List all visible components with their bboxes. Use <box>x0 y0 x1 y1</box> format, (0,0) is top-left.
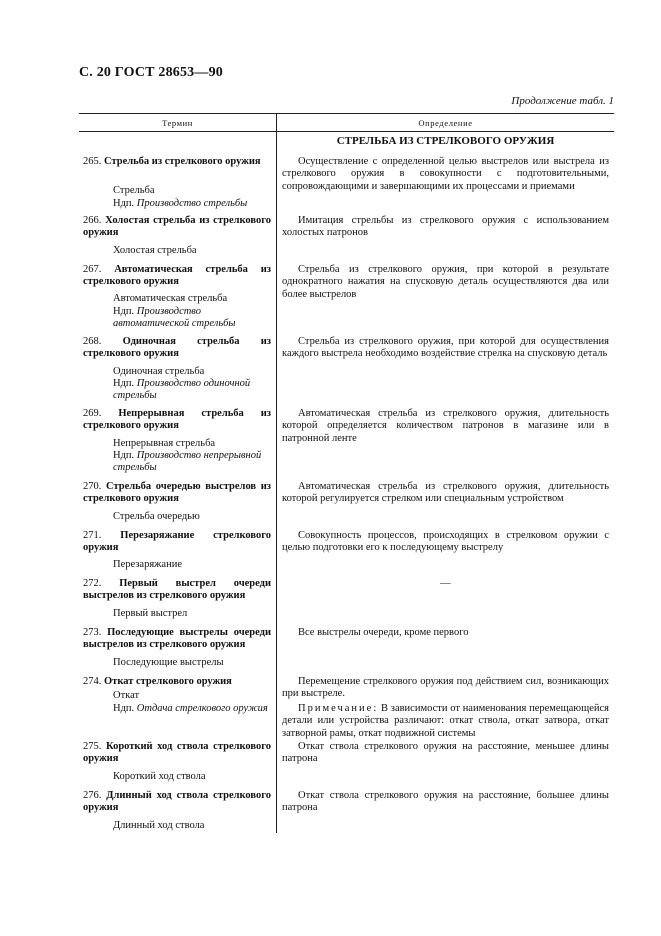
synonym-273: Последующие выстрелы <box>113 657 224 668</box>
term-273: 273. Последующие выстрелы очереди выстрелов из стрелкового оружия <box>83 627 271 651</box>
column-header-term: Термин <box>162 118 193 128</box>
synonym-269: Непрерывная стрельба <box>113 438 216 449</box>
term-267: 267. Автоматическая стрельба из стрелкового оружия <box>83 264 271 288</box>
synonym-272: Первый выстрел <box>113 608 188 619</box>
definition-270: Автоматическая стрельба из стрелкового оружия, длительность которой регулируется стрелком или специальным устройством <box>282 481 609 505</box>
term-275: 275. Короткий ход ствола стрелкового оружия <box>83 741 271 765</box>
table-continuation-label: Продолжение табл. 1 <box>511 95 614 107</box>
synonym-274: Откат <box>113 690 140 701</box>
deprecated-274: Ндп. Отдача стрелкового оружия <box>113 703 268 714</box>
term-265: 265. Стрельба из стрелкового оружия <box>83 156 261 167</box>
section-title: СТРЕЛЬБА ИЗ СТРЕЛКОВОГО ОРУЖИЯ <box>336 135 555 147</box>
term-266: 266. Холостая стрельба из стрелкового оружия <box>83 215 272 239</box>
synonym-268: Одиночная стрельба <box>113 366 205 377</box>
page-title: С. 20 ГОСТ 28653—90 <box>79 65 223 80</box>
synonym-271: Перезаряжание <box>113 559 182 570</box>
term-274: 274. Откат стрелкового оружия <box>83 676 232 687</box>
note-274: Примечание: В зависимости от наименования перемещающейся детали или устройства различают: откат ствола, откат затвора, откат затворной рамы, откат подвижной системы <box>282 703 610 739</box>
deprecated-265: Ндп. Производство стрельбы <box>113 198 248 209</box>
term-271: 271. Перезаряжание стрелкового оружия <box>83 530 271 554</box>
definition-276: Откат ствола стрелкового оружия на расстояние, большее длины патрона <box>282 790 609 814</box>
table-top-rule <box>79 113 614 114</box>
deprecated-269: Ндп. Производство непрерывной стрельбы <box>113 450 262 474</box>
definition-271: Совокупность процессов, происходящих в стрелковом оружии с целью подготовки его к последующему выстрелу <box>282 530 609 554</box>
definition-266: Имитация стрельбы из стрелкового оружия с использованием холостых патронов <box>282 215 609 239</box>
synonym-265: Стрельба <box>113 185 155 196</box>
term-270: 270. Стрельба очередью выстрелов из стрелкового оружия <box>83 481 271 505</box>
term-269: 269. Непрерывная стрельба из стрелкового оружия <box>83 408 271 432</box>
definition-267: Стрельба из стрелкового оружия, при которой в результате однократного нажатия на спусковую деталь осуществляются два или более выстрелов <box>282 264 609 300</box>
deprecated-268: Ндп. Производство одиночной стрельбы <box>113 378 251 402</box>
synonym-266: Холостая стрельба <box>113 245 197 256</box>
column-header-definition: Определение <box>418 118 473 128</box>
synonym-270: Стрельба очередью <box>113 511 200 522</box>
synonym-275: Короткий ход ствола <box>113 771 206 782</box>
synonym-267: Автоматическая стрельба <box>113 293 228 304</box>
definition-265: Осуществление с определенной целью выстрелов или выстрела из стрелкового оружия в совокупности с подготовительными, сопровождающими и завершающими их процессами и приемами <box>282 156 609 192</box>
definition-269: Автоматическая стрельба из стрелкового оружия, длительность которой определяется количеством патронов в магазине или в патронной ленте <box>282 408 609 444</box>
table-header-rule <box>79 131 614 132</box>
definition-272: — <box>440 578 451 589</box>
synonym-276: Длинный ход ствола <box>113 820 205 831</box>
term-276: 276. Длинный ход ствола стрелкового оружия <box>83 790 271 814</box>
definition-273: Все выстрелы очереди, кроме первого <box>298 627 469 638</box>
term-268: 268. Одиночная стрельба из стрелкового оружия <box>83 336 272 360</box>
definition-274: Перемещение стрелкового оружия под действием сил, возникающих при выстреле. <box>282 676 609 700</box>
column-divider <box>276 113 277 833</box>
definition-268: Стрельба из стрелкового оружия, при которой для осуществления каждого выстрела необходимо воздействие стрелка на спусковую деталь <box>282 336 609 360</box>
deprecated-267: Ндп. Производство автоматической стрельбы <box>113 306 236 330</box>
term-272: 272. Первый выстрел очереди выстрелов из стрелкового оружия <box>83 578 272 602</box>
definition-275: Откат ствола стрелкового оружия на расстояние, меньшее длины патрона <box>282 741 609 765</box>
